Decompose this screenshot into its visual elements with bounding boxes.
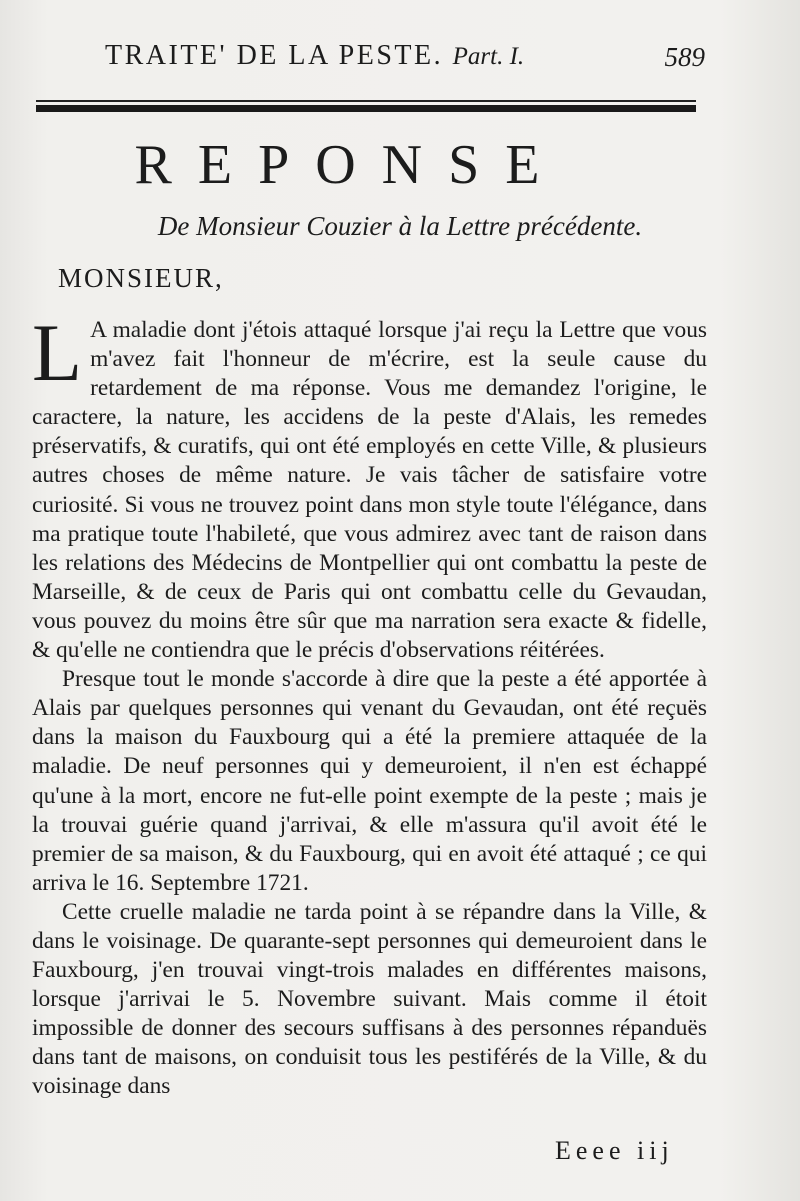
paragraph-text: A maladie dont j'étois attaqué lorsque j'ai reçu la Lettre que vous m'avez fait l'honneur de m'écrire, est la seule cause du retardement de ma réponse. Vous me demandez l'origine, le caractere, la nature, les accidens de la peste d'Alais, les remedes préservatifs, & curatifs, qui ont été employés en cette Ville, & plusieurs autres choses de même nature. Je vais tâcher de satisfaire votre curiosité. Si vous ne trouvez point dans mon style toute l'élégance, dans ma pratique toute l'habileté, que vous admirez avec tant de raison dans les relations des Médecins de Montpellier qui ont combattu la peste de Marseille, & de ceux de Paris qui ont combattu celle du Gevaudan, vous pouvez du moins être sûr que ma narration sera exacte & fidelle, & qu'elle ne contiendra que le précis d'observations réitérées.: [32, 317, 707, 664]
header-rule: [36, 100, 696, 116]
running-title-text: TRAITE' DE LA PESTE.: [105, 40, 444, 71]
running-head: [105, 40, 705, 80]
header-rule-thick-line: [36, 105, 696, 112]
page-subheading: De Monsieur Couzier à la Lettre précédente.: [157, 211, 643, 241]
body-text: [32, 307, 707, 1102]
paragraph: Cette cruelle maladie ne tarda point à se répandre dans la Ville, & dans le voisinage. De quarante-sept personnes qui demeuroient dans le Fauxbourg, j'en trouvai vingt-trois malades en différentes maisons, lorsque j'arrivai le 5. Novembre suivant. Mais comme il étoit impossible de donner des secours suffisans à des personnes répanduës dans tant de maisons, on conduisit tous les pestiférés de la Ville, & du voisinage dans: [32, 898, 707, 1100]
page-heading: REPONSE: [134, 134, 566, 196]
header-rule-thin-line: [36, 100, 696, 102]
signature-mark: Eeee iij: [555, 1136, 674, 1165]
salutation: MONSIEUR,: [58, 263, 224, 293]
running-title-part: Part. I.: [452, 43, 525, 70]
paragraph: [32, 307, 707, 665]
running-title: [105, 40, 524, 72]
paragraph: Presque tout le monde s'accorde à dire que la peste a été apportée à Alais par quelques personnes qui venant du Gevaudan, ont été reçuës dans la maison du Fauxbourg qui a été la premiere attaquée de la maladie. De neuf personnes qui y demeuroient, il n'en est échappé qu'une à la mort, encore ne fut-elle point exempte de la peste ; mais je la trouvai guérie quand j'arrivai, & elle m'assura qu'il avoit été le premier de sa maison, & du Fauxbourg, qui en avoit été attaqué ; ce qui arriva le 16. Septembre 1721.: [32, 666, 707, 896]
drop-cap: L: [32, 307, 83, 398]
page-number: 589: [664, 42, 705, 72]
